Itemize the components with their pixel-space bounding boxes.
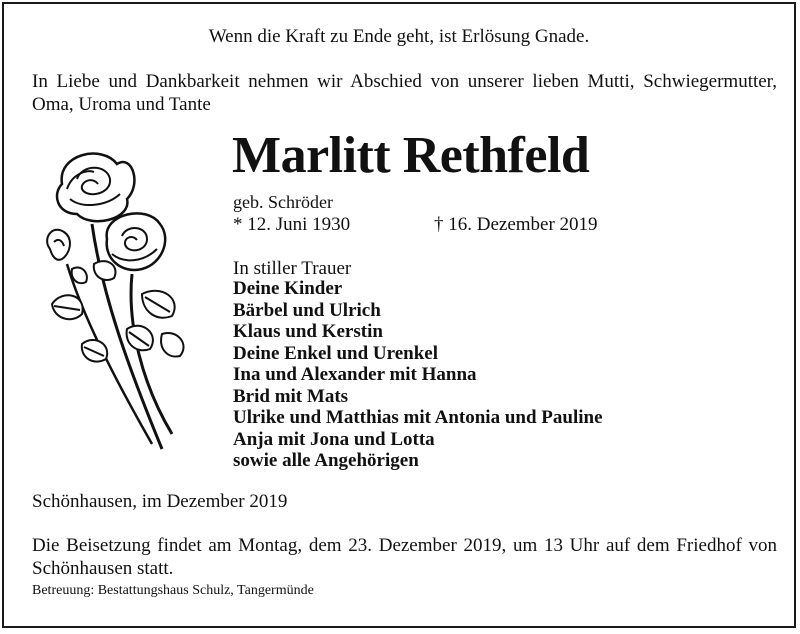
list-item: sowie alle Angehörigen xyxy=(233,450,419,471)
mourning-intro: In stiller Trauer xyxy=(233,258,352,279)
list-item: Ulrike und Matthias mit Antonia und Pauline xyxy=(233,407,603,428)
death-date: † 16. Dezember 2019 xyxy=(434,214,598,235)
list-item: Brid mit Mats xyxy=(233,385,349,407)
intro-text: In Liebe und Dankbarkeit nehmen wir Abschied von unserer lieben Mutti, Schwiegermutter, Oma, Uroma und Tante xyxy=(32,71,777,115)
mourners-list xyxy=(233,278,603,472)
list-item: Deine Kinder xyxy=(233,278,343,299)
obituary-card xyxy=(2,2,796,628)
list-item: Ina und Alexander mit Hanna xyxy=(233,364,477,385)
list-item: Anja mit Jona und Lotta xyxy=(233,428,435,450)
burial-info: Die Beisetzung findet am Montag, dem 23. Dezember 2019, um 13 Uhr auf dem Friedhof von Schönhausen statt. xyxy=(32,535,777,579)
place-date: Schönhausen, im Dezember 2019 xyxy=(32,491,288,512)
list-item: Bärbel und Ulrich xyxy=(233,299,381,321)
list-item: Deine Enkel und Urenkel xyxy=(233,342,438,364)
list-item: Klaus und Kerstin xyxy=(233,321,383,342)
deceased-name: Marlitt Rethfeld xyxy=(232,127,590,184)
maiden-name: geb. Schröder xyxy=(233,192,333,212)
funeral-home-credit: Betreuung: Bestattungshaus Schulz, Tangermünde xyxy=(32,583,314,598)
birth-date: * 12. Juni 1930 xyxy=(233,214,351,235)
roses-illustration-icon xyxy=(32,144,202,464)
motto-line: Wenn die Kraft zu Ende geht, ist Erlösung Gnade. xyxy=(208,26,590,47)
